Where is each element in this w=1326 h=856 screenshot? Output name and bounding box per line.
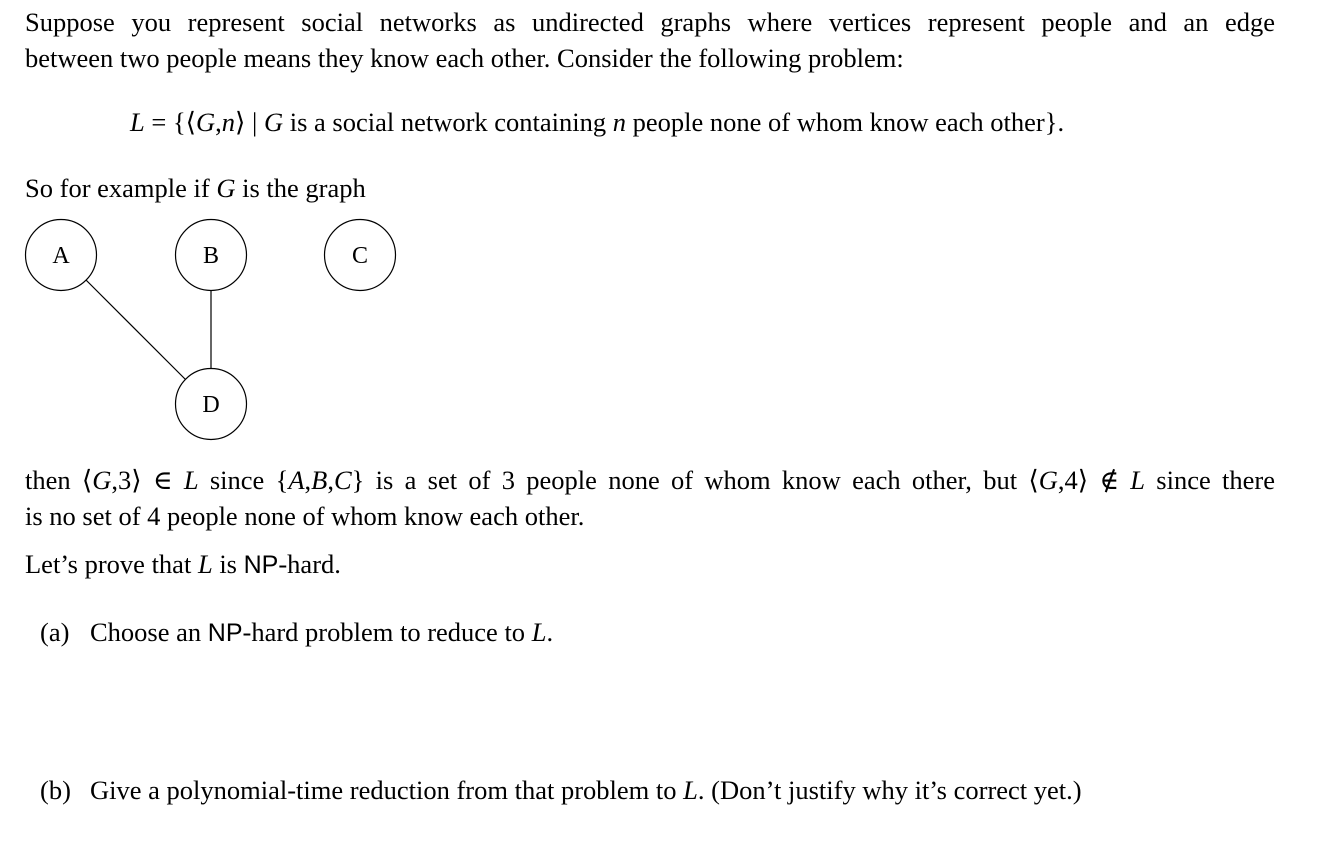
expl-t1: then ⟨ — [25, 465, 93, 495]
expl-L2: L — [1130, 465, 1145, 495]
example-G: G — [216, 173, 236, 203]
def-mid: ⟩ | — [235, 107, 264, 137]
explanation-paragraph — [25, 462, 1275, 534]
def-n: n — [221, 107, 236, 137]
node-D — [176, 369, 247, 440]
part-a-L: L — [531, 617, 547, 647]
part-b — [40, 772, 1082, 808]
expl-C: C — [333, 465, 352, 495]
node-C-label: C — [351, 243, 369, 269]
part-b-suffix: . (Don’t justify why it’s correct yet.) — [697, 775, 1082, 805]
expl-t2: ,3⟩ ∈ — [111, 465, 184, 495]
explanation-line-1 — [25, 462, 1275, 498]
expl-t6: since there — [1144, 465, 1275, 495]
node-B — [176, 220, 247, 291]
def-G2: G — [263, 107, 284, 137]
edge-A-D — [86, 280, 186, 380]
part-a-np: NP — [207, 619, 243, 647]
part-b-L: L — [683, 775, 698, 805]
part-b-label: (b) — [40, 775, 71, 805]
expl-B: B — [311, 465, 328, 495]
def-lhs: L — [130, 107, 145, 137]
expl-G: G — [92, 465, 112, 495]
prove-mid: is — [212, 549, 244, 579]
part-a-prefix: Choose an — [90, 617, 208, 647]
part-a-suffix: . — [546, 617, 554, 647]
def-G: G — [196, 107, 216, 137]
node-D-label: D — [202, 392, 220, 418]
def-n2: n — [612, 107, 627, 137]
def-comma: , — [215, 107, 222, 137]
def-text2: people none of whom know each other}. — [626, 107, 1065, 137]
expl-c2: , — [327, 465, 334, 495]
expl-t4: } is a set of 3 people none of whom know each other, but ⟨ — [351, 465, 1039, 495]
example-graph — [0, 0, 420, 450]
intro-line-2: between two people means they know each other. Consider the following problem: — [25, 43, 904, 73]
prove-suffix: -hard. — [278, 549, 341, 579]
part-b-prefix: Give a polynomial-time reduction from that problem to — [90, 775, 684, 805]
expl-t5: ,4⟩ ∉ — [1057, 465, 1131, 495]
expl-G2: G — [1038, 465, 1058, 495]
def-text1: is a social network containing — [283, 107, 613, 137]
node-C — [325, 220, 396, 291]
node-A — [26, 220, 97, 291]
expl-L: L — [183, 465, 199, 495]
def-eq: = {⟨ — [144, 107, 197, 137]
prove-prefix: Let’s prove that — [25, 549, 198, 579]
prove-L: L — [197, 549, 213, 579]
explanation-line-2: is no set of 4 people none of whom know each other. — [25, 501, 585, 531]
part-a-mid: -hard problem to reduce to — [242, 617, 532, 647]
part-a-label: (a) — [40, 617, 70, 647]
expl-c1: , — [304, 465, 312, 495]
prove-statement — [25, 546, 1275, 583]
example-suffix: is the graph — [235, 173, 366, 203]
node-A-label: A — [52, 243, 70, 269]
prove-np: NP — [243, 551, 279, 579]
part-a — [40, 614, 553, 651]
example-prefix: So for example if — [25, 173, 217, 203]
expl-A: A — [288, 465, 305, 495]
node-B-label: B — [202, 243, 220, 269]
expl-t3: since { — [198, 465, 289, 495]
intro-line-1: Suppose you represent social networks as undirected graphs where vertices represent people and an edge — [25, 7, 1275, 37]
